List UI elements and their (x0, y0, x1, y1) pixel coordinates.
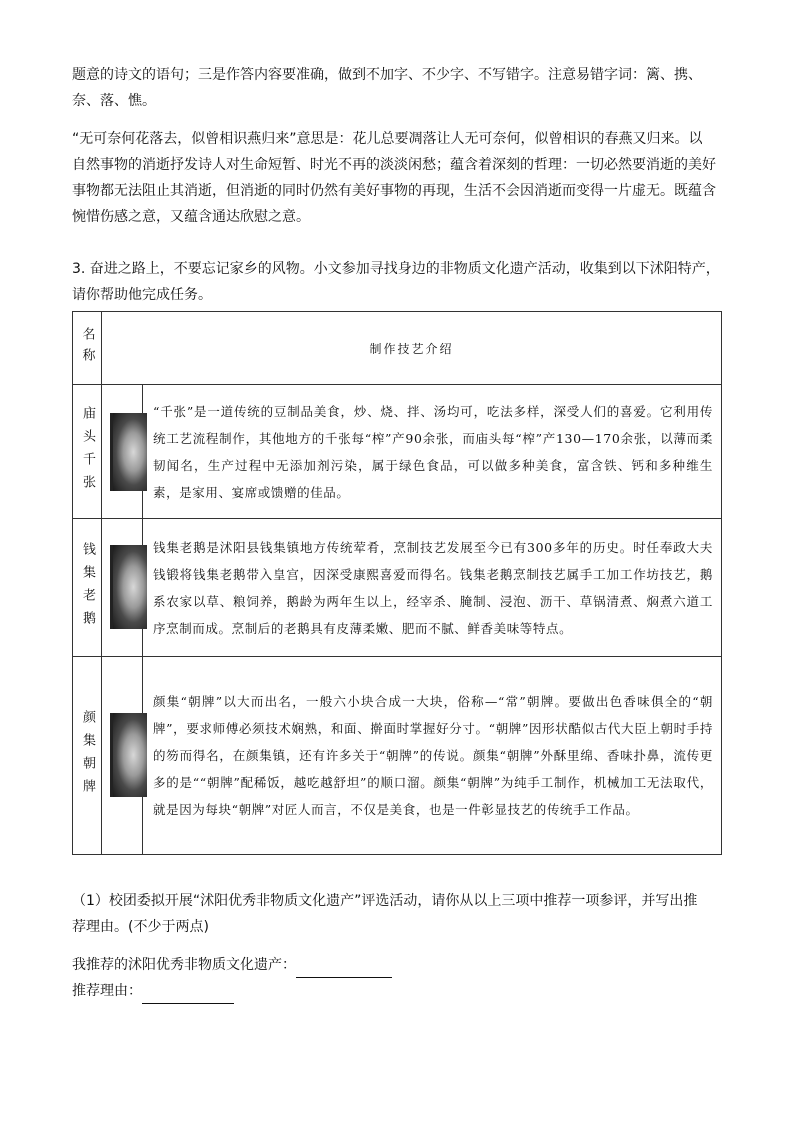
table-header-row (73, 312, 722, 385)
text-line: 自然事物的消逝抒发诗人对生命短暂、时光不再的淡淡闲愁；蕴含着深刻的哲理：一切必然要消逝的美好 (72, 157, 716, 173)
text-line: 奈、落、憔。 (72, 93, 156, 109)
item-photo-cell (102, 385, 143, 519)
analysis-paragraph (72, 126, 722, 230)
answer-section (72, 952, 722, 1004)
item-description: 钱集老鹅是沭阳县钱集镇地方传统荤肴，烹制技艺发展至今已有300多年的历史。时任奉政大夫钱锻将钱集老鹅带入皇宫，因深受康熙喜爱而得名。钱集老鹅烹制技艺属手工加工作坊技艺，鹅系农家以草、粮饲养，鹅龄为两年生以上，经宰杀、腌制、浸泡、沥干、草锅清煮、焖煮六道工序烹制而成。烹制后的老鹅具有皮薄柔嫩、肥而不腻、鲜香美味等特点。 (143, 519, 722, 657)
text-line: 题意的诗文的语句；三是作答内容要准确，做到不加字、不少字、不写错字。注意易错字词：篱、携、 (72, 67, 702, 83)
intro-paragraph (72, 62, 722, 114)
text-line: 3. 奋进之路上，不要忘记家乡的风物。小文参加寻找身边的非物质文化遗产活动，收集到以下沭阳特产， (72, 261, 720, 277)
item-name: 颜集朝牌 (73, 657, 102, 855)
item-photo-cell (102, 657, 143, 855)
item-name: 庙头千张 (73, 385, 102, 519)
text-line: 事物都无法阻止其消逝，但消逝的同时仍然有美好事物的再现，生活不会因消逝而变得一片虚无。既蕴含 (72, 183, 716, 199)
text-line: （1）校团委拟开展“沭阳优秀非物质文化遗产”评选活动，请你从以上三项中推荐一项参评，并写出推 (72, 893, 698, 909)
text-line: 请你帮助他完成任务。 (72, 287, 212, 303)
recommend-label: 我推荐的沭阳优秀非物质文化遗产： (72, 957, 296, 973)
qianzhang-photo (110, 413, 147, 491)
chaopai-photo (110, 713, 147, 797)
header-name-cell: 名称 (73, 312, 102, 385)
reason-label: 推荐理由： (72, 983, 142, 999)
recommend-blank[interactable] (296, 959, 392, 978)
table-row (73, 657, 722, 855)
recommend-line (72, 952, 722, 978)
heritage-table (72, 311, 722, 855)
text-line: 惋惜伤感之意，又蕴含通达欣慰之意。 (72, 209, 310, 225)
task-paragraph (72, 888, 722, 940)
table-row (73, 385, 722, 519)
text-line: “无可奈何花落去，似曾相识燕归来”意思是：花儿总要凋落让人无可奈何，似曾相识的春燕又归来。以 (72, 131, 703, 147)
text-line: 荐理由。(不少于两点) (72, 919, 209, 935)
goose-photo (110, 545, 147, 629)
header-desc-cell: 制作技艺介绍 (102, 312, 722, 385)
table-row (73, 519, 722, 657)
reason-line (72, 978, 722, 1004)
item-description: 颜集“朝牌”以大而出名，一般六小块合成一大块，俗称—“常”朝牌。要做出色香味俱全的“朝牌”，要求师傅必须技术娴熟，和面、擀面时掌握好分寸。“朝牌”因形状酷似古代大臣上朝时手持的笏而得名，在颜集镇，还有许多关于“朝牌”的传说。颜集“朝牌”外酥里绵、香味扑鼻，流传更多的是““朝牌”配稀饭，越吃越舒坦”的顺口溜。颜集“朝牌”为纯手工制作，机械加工无法取代，就是因为每块“朝牌”对匠人而言，不仅是美食，也是一件彰显技艺的传统手工作品。 (143, 657, 722, 855)
item-photo-cell (102, 519, 143, 657)
reason-blank[interactable] (142, 985, 234, 1004)
item-description: “千张”是一道传统的豆制品美食，炒、烧、拌、汤均可，吃法多样，深受人们的喜爱。它利用传统工艺流程制作，其他地方的千张每“榨”产90余张，而庙头每“榨”产130—170余张，以薄而柔韧闻名，生产过程中无添加剂污染，属于绿色食品，可以做多种美食，富含铁、钙和多种维生素，是家用、宴席或馈赠的佳品。 (143, 385, 722, 519)
item-name: 钱集老鹅 (73, 519, 102, 657)
question-paragraph (72, 256, 722, 308)
